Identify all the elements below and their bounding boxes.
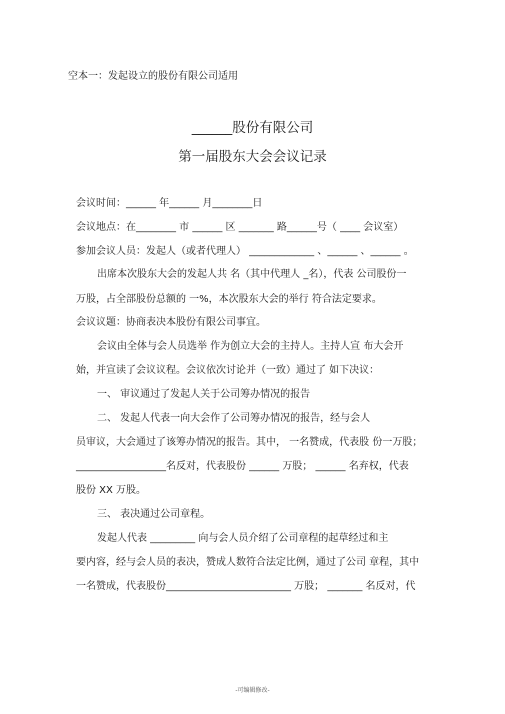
meeting-time-line: 会议时间：______ 年______ 月________日 <box>76 198 263 209</box>
body-paragraph-line: 万股，占全部股份总额的 一%，本次股东大会的举行 符合法定要求。 <box>76 294 382 305</box>
body-paragraph-line: 一名赞成，代表股份_________________________ 万股； _______ 名反对，代 <box>76 581 416 592</box>
resolution-heading-1: 一、 审议通过了发起人关于公司筹办情况的报告 <box>97 389 311 400</box>
resolution-heading-3: 三、 表决通过公司章程。 <box>97 509 211 520</box>
page-footer: -可编辑修改- <box>235 687 270 694</box>
applicability-note: 空本一：发起设立的股份有限公司适用 <box>68 71 238 82</box>
body-paragraph-line: 员审议，大会通过了该筹办情况的报告。其中， 一名赞成，代表股 份一万股； <box>76 437 423 448</box>
body-paragraph-line: 始，并宣读了会议议程。会议依次讨论并（一致）通过了 如下决议： <box>76 365 380 376</box>
attendees-line: 参加会议人员：发起人（或者代理人） _____________ 、______ 、______ 。 <box>76 246 414 257</box>
body-paragraph-line: 要内容，经与会人员的表决，赞成人数符合法定比例，通过了公司 章程，其中 <box>76 557 420 568</box>
company-name-title: ______股份有限公司 <box>191 120 314 136</box>
body-paragraph-line: 出席本次股东大会的发起人共 名（其中代理人 _名），代表 公司股份一 <box>97 269 407 280</box>
body-paragraph-line: __________________名反对，代表股份 ______ 万股； ______ 名弃权，代表 <box>76 461 409 472</box>
meeting-record-title: 第一届股东大会会议记录 <box>178 149 327 165</box>
body-paragraph-line: 发起人代表 _________ 向与会人员介绍了公司章程的起草经过和主 <box>97 533 389 544</box>
body-paragraph-line: 会议由全体与会人员选举 作为创立大会的主持人。主持人宣 布大会开 <box>97 341 404 352</box>
body-paragraph-line: 股份 XX 万股。 <box>76 485 147 496</box>
meeting-location-line: 会议地点：在________ 市 ______ 区 _______ 路______号（ ____ 会议室） <box>76 222 404 233</box>
resolution-heading-2: 二、 发起人代表一向大会作了公司筹办情况的报告，经与会人 <box>97 413 371 424</box>
meeting-topic-line: 会议议题：协商表决本股份有限公司事宜。 <box>76 317 266 328</box>
